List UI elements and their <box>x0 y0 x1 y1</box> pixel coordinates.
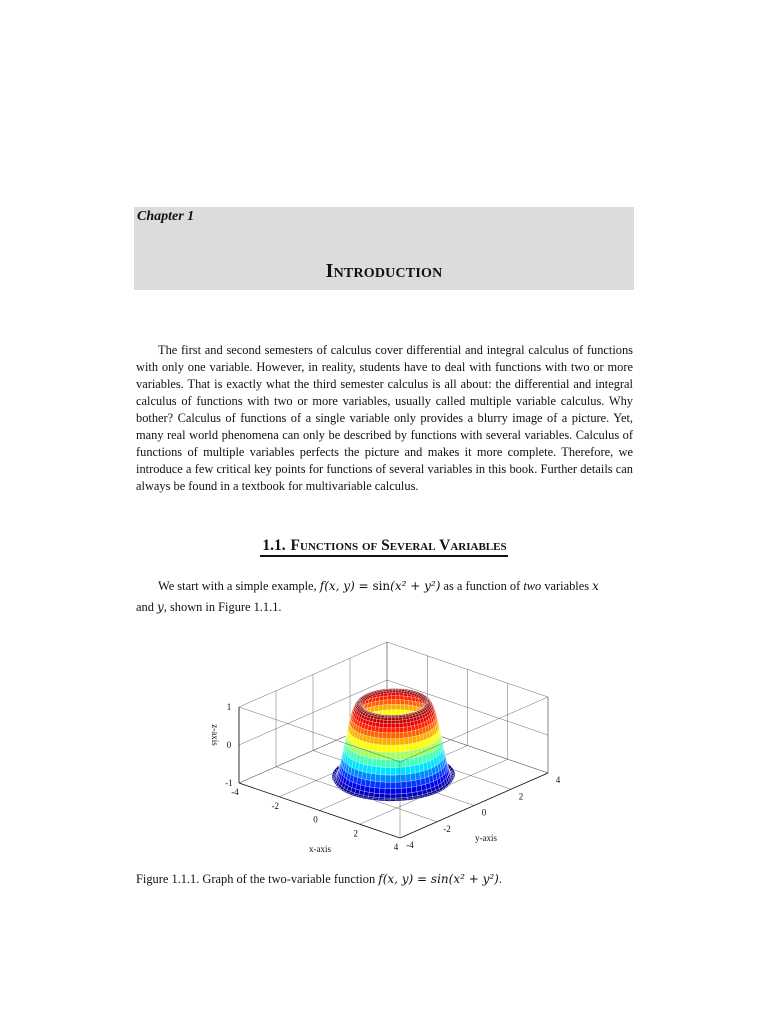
surface-patch <box>386 745 391 752</box>
surface-patch <box>391 733 395 739</box>
surface-patch <box>413 749 418 757</box>
surface-patch <box>387 724 391 728</box>
surface-patch <box>391 752 396 760</box>
chapter-label: Chapter 1 <box>137 209 195 224</box>
surface-patch <box>386 739 391 746</box>
surface-patch <box>412 730 416 737</box>
formula-lhs: f(x, y) = <box>319 579 373 593</box>
surface-patch <box>392 700 396 705</box>
caption-end: . <box>498 872 502 886</box>
surface-patch <box>388 696 392 700</box>
surface-patch <box>395 728 399 733</box>
surface-patch <box>385 789 391 795</box>
surface-patch <box>400 704 405 710</box>
surface-patch <box>403 723 407 728</box>
y-axis-label: y-axis <box>475 833 497 843</box>
surface-patch <box>391 720 395 723</box>
surface-patch <box>411 780 416 787</box>
surface-patch <box>375 781 380 788</box>
surface-patch <box>387 733 391 739</box>
example-text-5: , shown in Figure 1.1.1. <box>163 600 282 614</box>
surface-patch <box>411 773 416 781</box>
var-x: x <box>592 579 599 593</box>
surface-patch <box>403 719 407 723</box>
surface-patch <box>395 689 398 690</box>
surface-patch <box>396 782 401 789</box>
surface-patch <box>390 794 396 798</box>
z-tick-label: 0 <box>226 740 232 750</box>
surface-patch <box>406 774 411 782</box>
surface-patch <box>395 718 399 721</box>
surface-patch <box>395 724 399 728</box>
surface-patch <box>415 772 420 780</box>
z-axis-label: z-axis <box>210 724 220 746</box>
surface-patch <box>383 700 387 705</box>
x-tick-label: -2 <box>271 800 279 811</box>
surface-patch <box>379 794 385 798</box>
formula-arg: (x² + y²) <box>390 579 441 593</box>
surface-patch <box>386 691 389 693</box>
example-text-2: as a function of <box>440 579 524 593</box>
surface-patch <box>385 794 391 798</box>
section-heading <box>0 537 768 555</box>
surface-patch <box>381 759 386 767</box>
example-text-3: variables <box>541 579 593 593</box>
figure-caption <box>136 872 636 887</box>
surface-patch <box>387 728 391 733</box>
surface-patch <box>380 720 384 724</box>
surface-patch <box>411 725 415 731</box>
surface-patch <box>407 726 411 732</box>
surface-patch <box>392 704 396 709</box>
x-tick-label: 0 <box>313 814 318 825</box>
y-tick-label: 2 <box>518 791 524 802</box>
surface-patch <box>404 738 409 745</box>
surface-patch <box>404 744 409 752</box>
surface-patch <box>395 745 400 752</box>
surface-patch <box>410 758 415 766</box>
surface-patch <box>396 788 402 794</box>
surface-patch <box>371 773 376 781</box>
formula-fn: sin <box>372 579 391 593</box>
surface-patch <box>380 788 386 794</box>
surface-patch <box>395 752 400 760</box>
surface-patch <box>404 700 409 705</box>
surface-patch <box>378 732 383 738</box>
surface-patch <box>405 759 410 767</box>
surface-patch <box>370 731 374 737</box>
example-text-1: We start with a simple example, <box>158 579 320 593</box>
surface-patch <box>379 700 384 705</box>
surface-patch <box>387 704 392 710</box>
surface-patch <box>389 691 392 693</box>
surface-patch <box>391 724 395 728</box>
surface-patch <box>374 732 379 738</box>
surface-patch <box>401 788 407 794</box>
surface-patch <box>404 696 408 700</box>
surface-patch <box>375 727 379 733</box>
surface-patch <box>383 720 387 724</box>
section-title: Functions of Several Variables <box>290 537 507 554</box>
surface-patch <box>391 739 395 746</box>
surface-patch <box>392 689 395 690</box>
surface-patch <box>361 779 366 786</box>
emphasis-two: two <box>523 579 542 593</box>
surface-patch <box>374 737 379 744</box>
surface-patch <box>411 786 417 792</box>
surface-patch <box>419 763 424 772</box>
y-tick-label: 0 <box>481 807 487 818</box>
surface-patch <box>382 745 387 752</box>
x-tick-label: 2 <box>353 828 358 839</box>
y-tick-label: -2 <box>443 823 451 834</box>
surface-patch <box>395 691 398 693</box>
surface-patch <box>387 720 391 723</box>
x-axis-label: x-axis <box>309 844 331 854</box>
surface-patch <box>369 787 375 793</box>
surface-patch <box>374 793 380 798</box>
surface-patch <box>396 794 402 798</box>
surface-patch <box>367 758 372 766</box>
surface-patch <box>386 767 391 775</box>
surface-patch <box>400 700 404 705</box>
z-tick-label: 1 <box>226 702 232 712</box>
example-paragraph <box>136 576 636 618</box>
surface-patch <box>400 745 405 752</box>
surface-patch <box>401 774 406 782</box>
surface-patch <box>400 752 405 760</box>
surface-patch <box>400 696 404 700</box>
surface-patch <box>391 775 396 782</box>
surface-patch <box>384 718 388 721</box>
surface-patch <box>382 733 386 739</box>
y-tick-label: 4 <box>555 775 560 785</box>
surface-patch <box>396 700 400 705</box>
surface-patch <box>383 728 387 733</box>
surface-patch <box>400 759 405 767</box>
surface-patch <box>382 738 387 745</box>
surface-patch <box>392 696 396 700</box>
surface-patch <box>409 743 414 751</box>
surface-patch <box>405 705 410 711</box>
surface-plot-svg <box>200 625 560 860</box>
z-tick-label: -1 <box>225 778 233 788</box>
surface-patch <box>371 726 375 732</box>
section-number: 1.1. <box>261 537 286 557</box>
surface-patch <box>391 728 395 733</box>
surface-patch <box>372 751 377 759</box>
surface-patch <box>388 718 392 721</box>
formula <box>320 579 441 593</box>
surface-patch <box>390 782 395 789</box>
surface-patch <box>369 743 374 751</box>
surface-patch <box>413 742 418 750</box>
surface-patch <box>370 737 375 744</box>
surface-patch <box>374 788 380 794</box>
y-tick-label: -4 <box>406 840 414 850</box>
surface-patch <box>406 781 411 788</box>
surface-patch <box>416 779 421 786</box>
surface-patch <box>398 691 401 693</box>
x-tick-label: 4 <box>393 842 399 852</box>
surface-patch <box>333 777 334 779</box>
surface-patch <box>410 765 415 773</box>
surface-patch <box>379 723 383 728</box>
surface-patch <box>364 786 369 792</box>
surface-patch <box>399 720 403 724</box>
surface-plot <box>200 625 560 860</box>
surface-patch <box>404 732 409 738</box>
surface-patch <box>395 733 399 739</box>
surface-patch <box>379 727 383 732</box>
surface-patch <box>391 716 395 718</box>
surface-patch <box>375 722 379 727</box>
var-y: y <box>157 600 164 614</box>
surface-patch <box>391 767 396 775</box>
surface-patch <box>407 722 411 727</box>
chapter-title: Introduction <box>325 260 443 282</box>
surface-patch <box>370 781 375 788</box>
surface-patch <box>383 705 388 711</box>
surface-patch <box>400 732 404 738</box>
surface-patch <box>400 767 405 775</box>
surface-mesh <box>332 688 455 801</box>
surface-patch <box>405 766 410 774</box>
surface-patch <box>391 760 396 768</box>
surface-patch <box>414 757 419 766</box>
surface-patch <box>415 764 420 772</box>
surface-patch <box>401 793 407 798</box>
surface-patch <box>377 744 382 752</box>
surface-patch <box>412 736 417 743</box>
surface-patch <box>390 800 396 802</box>
surface-patch <box>378 799 384 801</box>
surface-patch <box>408 737 413 744</box>
surface-patch <box>399 723 403 728</box>
surface-patch <box>385 775 390 782</box>
surface-patch <box>392 691 395 693</box>
surface-patch <box>392 693 396 696</box>
caption-formula: f(x, y) = sin(x² + y²) <box>378 872 499 886</box>
surface-patch <box>383 723 387 727</box>
surface-patch <box>379 696 383 700</box>
surface-patch <box>403 727 407 733</box>
surface-patch <box>373 744 378 752</box>
surface-patch <box>362 772 367 780</box>
x-tick-label: -4 <box>231 787 239 797</box>
surface-patch <box>409 750 414 758</box>
surface-patch <box>367 765 372 773</box>
surface-patch <box>420 771 425 779</box>
surface-patch <box>387 700 391 705</box>
surface-patch <box>399 727 403 732</box>
surface-patch <box>401 782 406 789</box>
surface-patch <box>365 780 370 787</box>
surface-patch <box>391 718 395 721</box>
surface-patch <box>376 759 381 767</box>
surface-patch <box>400 738 405 745</box>
surface-patch <box>420 778 425 786</box>
surface-patch <box>388 716 392 718</box>
surface-patch <box>380 782 385 789</box>
surface-patch <box>372 758 377 766</box>
surface-patch <box>371 766 376 774</box>
surface-patch <box>396 693 400 696</box>
surface-patch <box>384 799 390 801</box>
surface-patch <box>395 738 400 745</box>
chapter-header <box>134 207 634 290</box>
surface-patch <box>376 767 381 775</box>
intro-paragraph: The first and second semesters of calculus cover differential and integral calculus of functions with only one variable. However, in reality, students have to deal with functions with two or more variables. That is exactly what the third semester calculus is all about: the differential and integral calculus of functions with two or more variables, usually called multiple variable calculus. Why bother? Calculus of functions of a single variable only provides a blurry image of a picture. Yet, many real world phenomena can only be described by functions with several variables. Calculus of functions of multiple variables perfects the picture and makes it more complete. Therefore, we introduce a few critical key points for functions of several variables in this book. Further details can always be found in a textbook for multivariable calculus. <box>136 343 633 494</box>
surface-patch <box>383 696 387 700</box>
surface-patch <box>395 720 399 724</box>
surface-patch <box>452 776 453 778</box>
surface-patch <box>396 799 402 801</box>
surface-patch <box>385 782 390 789</box>
surface-patch <box>390 789 395 794</box>
surface-patch <box>406 787 412 793</box>
surface-patch <box>380 775 385 782</box>
surface-patch <box>378 738 383 745</box>
surface-patch <box>381 767 386 775</box>
surface-patch <box>366 773 371 781</box>
example-text-4: and <box>136 600 157 614</box>
surface-patch <box>396 704 401 710</box>
surface-patch <box>399 717 403 720</box>
surface-patch <box>386 760 391 768</box>
surface-patch <box>391 745 396 752</box>
surface-patch <box>378 705 383 711</box>
caption-text: Figure 1.1.1. Graph of the two-variable function <box>136 872 379 886</box>
surface-patch <box>408 731 413 737</box>
surface-patch <box>392 710 397 716</box>
surface-patch <box>396 696 400 700</box>
surface-patch <box>375 774 380 782</box>
